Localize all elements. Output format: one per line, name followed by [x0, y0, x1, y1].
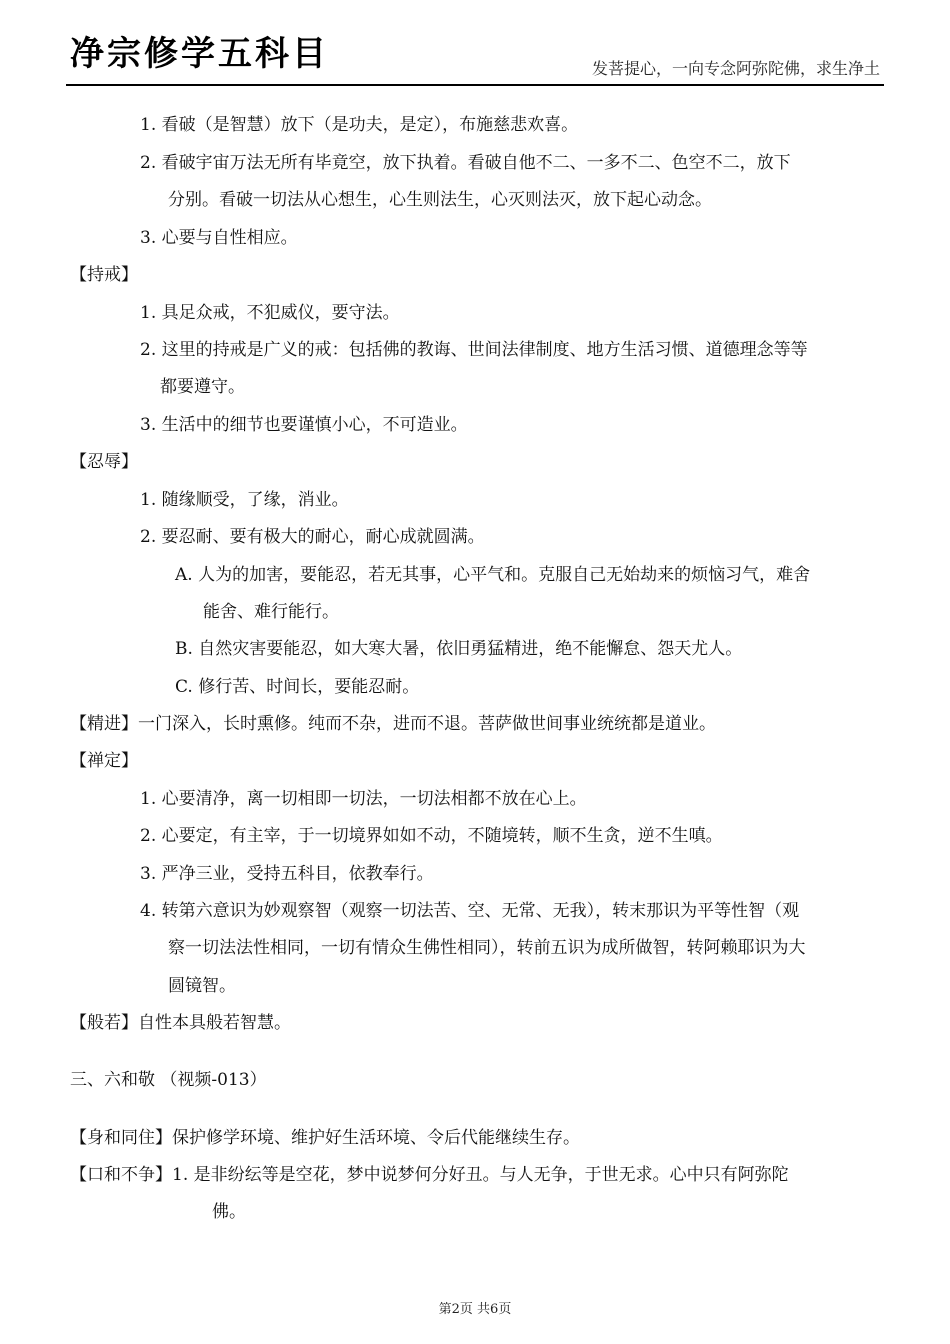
chapter-heading: 三、六和敬 （视频-013） [70, 1070, 267, 1090]
sub-list-item: C. 修行苦、时间长，要能忍耐。 [175, 677, 420, 697]
list-item: 3. 生活中的细节也要谨慎小心，不可造业。 [140, 415, 468, 435]
list-item: 3. 严净三业，受持五科目，依教奉行。 [140, 864, 434, 884]
page-number: 第2页 共6页 [438, 1302, 512, 1317]
list-item-continuation: 都要遵守。 [160, 377, 245, 397]
section-jingjin: 【精进】一门深入，长时熏修。纯而不杂，进而不退。菩萨做世间事业统统都是道业。 [70, 714, 716, 734]
list-item: 1. 心要清净，离一切相即一切法，一切法相都不放在心上。 [140, 789, 587, 809]
list-item: 2. 看破宇宙万法无所有毕竟空，放下执着。看破自他不二、一多不二、色空不二，放下 [140, 153, 791, 173]
sub-list-item: B. 自然灾害要能忍，如大寒大暑，依旧勇猛精进，绝不能懈怠、怨天尤人。 [175, 639, 743, 659]
section-heading-chijie: 【持戒】 [70, 265, 138, 285]
list-item-continuation: 圆镜智。 [168, 976, 236, 996]
header-divider [66, 84, 884, 86]
section-heading-chanding: 【禅定】 [70, 751, 138, 771]
section-kouhe-continuation: 佛。 [212, 1202, 246, 1222]
list-item: 3. 心要与自性相应。 [140, 228, 298, 248]
list-item-continuation: 分别。看破一切法从心想生，心生则法生，心灭则法灭，放下起心动念。 [168, 190, 712, 210]
list-item: 1. 看破（是智慧）放下（是功夫，是定），布施慈悲欢喜。 [140, 115, 579, 135]
section-banruo: 【般若】自性本具般若智慧。 [70, 1013, 291, 1033]
list-item: 1. 具足众戒，不犯威仪，要守法。 [140, 303, 400, 323]
sub-list-item: A. 人为的加害，要能忍，若无其事，心平气和。克服自己无始劫来的烦恼习气，难舍 [175, 565, 811, 585]
list-item: 2. 要忍耐、要有极大的耐心，耐心成就圆满。 [140, 527, 485, 547]
list-item-continuation: 察一切法法性相同，一切有情众生佛性相同），转前五识为成所做智，转阿赖耶识为大 [168, 938, 806, 958]
section-kouhe: 【口和不争】1. 是非纷纭等是空花，梦中说梦何分好丑。与人无争，于世无求。心中只有阿弥陀 [70, 1165, 789, 1185]
section-heading-renru: 【忍辱】 [70, 452, 138, 472]
list-item: 2. 这里的持戒是广义的戒：包括佛的教诲、世间法律制度、地方生活习惯、道德理念等等 [140, 340, 808, 360]
list-item: 1. 随缘顺受，了缘，消业。 [140, 490, 349, 510]
list-item: 4. 转第六意识为妙观察智（观察一切法苦、空、无常、无我），转末那识为平等性智（观 [140, 901, 800, 921]
list-item: 2. 心要定，有主宰，于一切境界如如不动，不随境转，顺不生贪，逆不生嗔。 [140, 826, 723, 846]
section-shenhe: 【身和同住】保护修学环境、维护好生活环境、令后代能继续生存。 [70, 1128, 580, 1148]
header-motto: 发菩提心，一向专念阿弥陀佛，求生净土 [591, 59, 880, 78]
sub-list-item-continuation: 能舍、难行能行。 [203, 602, 339, 622]
document-title: 净宗修学五科目 [70, 34, 329, 74]
